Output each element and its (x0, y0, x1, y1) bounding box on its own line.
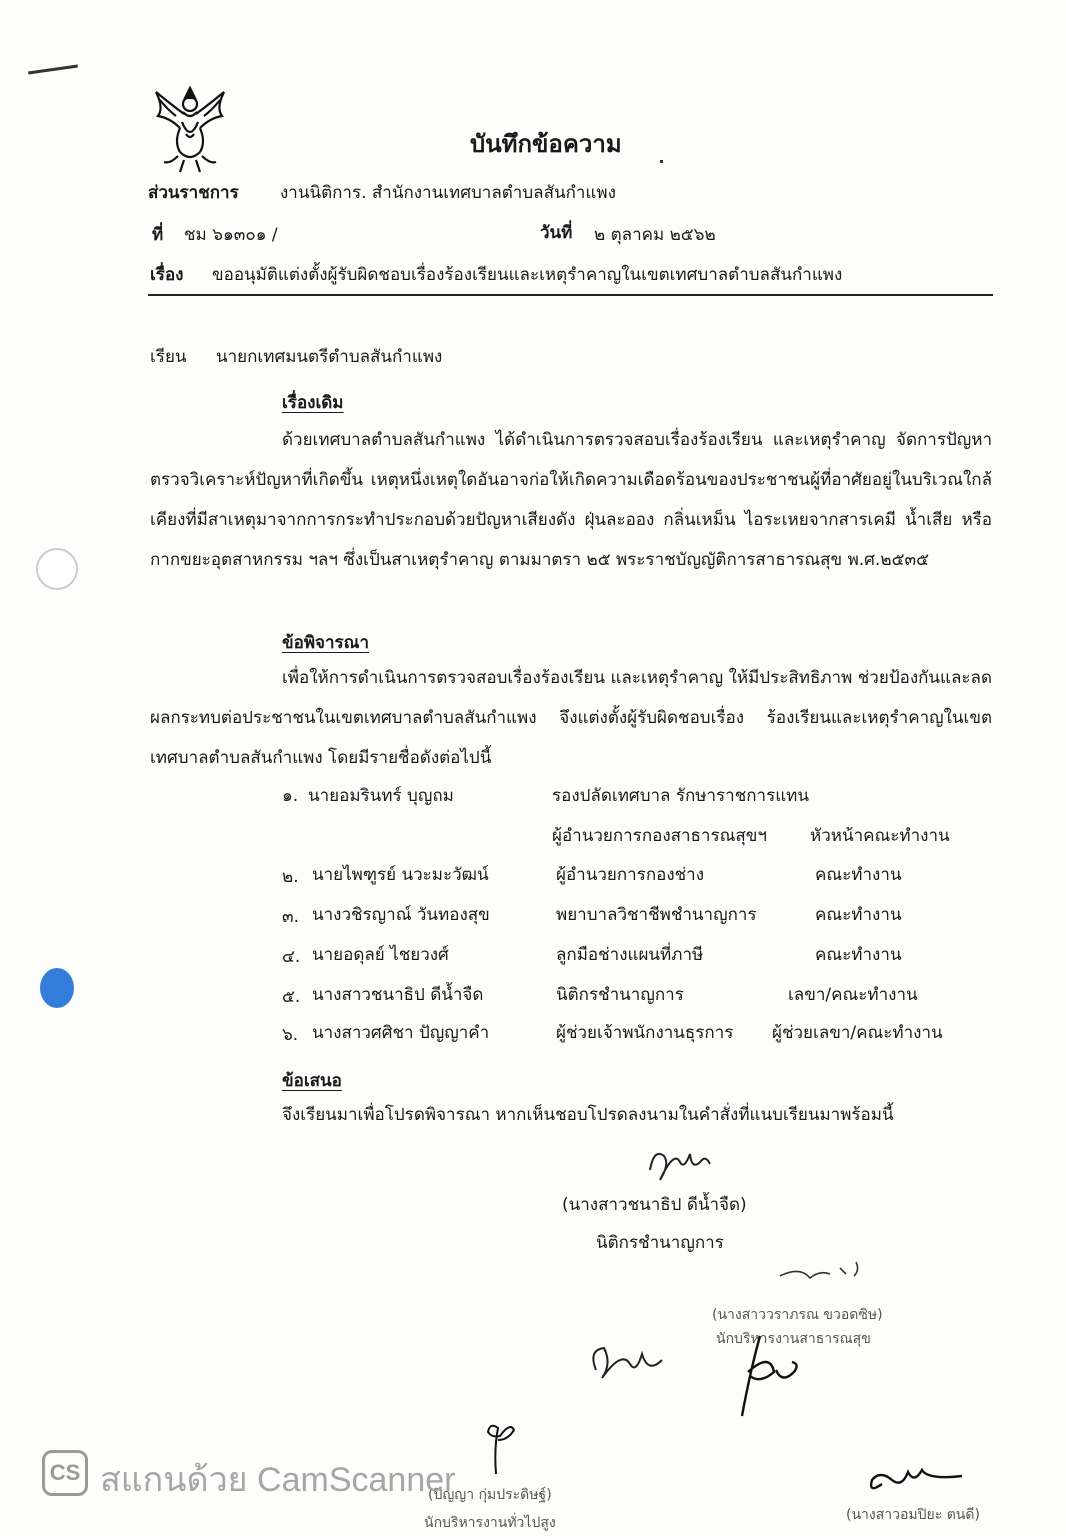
member-name: นายไพฑูรย์ นวะมะวัฒน์ (312, 865, 489, 885)
member-position: พยาบาลวิชาชีพชำนาญการ (556, 905, 757, 925)
date-value: ๒ ตุลาคม ๒๕๖๒ (594, 225, 716, 245)
subject-label: เรื่อง (150, 265, 184, 285)
handwritten-signature (640, 1140, 720, 1190)
page-title: บันทึกข้อความ (470, 130, 622, 158)
member-name: นายอดุลย์ ไชยวงศ์ (312, 945, 449, 965)
approver-name: (ปิญญา กุ่มประดิษฐ์) (428, 1487, 552, 1503)
section-proposal-text: จึงเรียนมาเพื่อโปรดพิจารณา หากเห็นชอบโปรดลงนามในคำสั่งที่แนบเรียนมาพร้อมนี้ (282, 1105, 894, 1125)
section-consideration-text: เพื่อให้การดำเนินการตรวจสอบเรื่องร้องเรียน และเหตุรำคาญ ให้มีประสิทธิภาพ ช่วยป้องกันและลดผลกระทบต่อประชาชนในเขตเทศบาลตำบลสันกำแพง จึงแต่งตั้งผู้รับผิดชอบเรื่อง ร้องเรียนและเหตุรำคาญในเขตเทศบาลตำบลสันกำแพง โดยมีรายชื่อดังต่อไปนี้ (150, 668, 992, 768)
section-heading-background: เรื่องเดิม (282, 393, 344, 413)
date-label: วันที่ (540, 223, 573, 243)
member-role: เลขา/คณะทำงาน (788, 985, 918, 1005)
ref-value: ชม ๖๑๓๐๑ / (184, 225, 278, 245)
approver-name: (นางสาวอมปิยะ ตนดี) (846, 1507, 980, 1523)
member-no: ๑. (282, 786, 299, 806)
dept-label: ส่วนราชการ (148, 183, 239, 203)
member-no: ๕. (282, 987, 301, 1007)
member-name: นางวชิรญาณ์ วันทองสุข (312, 905, 490, 925)
section-heading-proposal: ข้อเสนอ (282, 1071, 342, 1091)
member-role: คณะทำงาน (815, 865, 902, 885)
member-name: นางสาวชนาธิป ดีน้ำจืด (312, 985, 484, 1005)
member-role: ผู้ช่วยเลขา/คณะทำงาน (772, 1023, 943, 1043)
section-background-text: ด้วยเทศบาลตำบลสันกำแพง ได้ดำเนินการตรวจสอบเรื่องร้องเรียน และเหตุรำคาญ จัดการปัญหา ตรวจวิเคราะห์ปัญหาที่เกิดขึ้น เหตุหนึ่งเหตุใดอันอาจก่อให้เกิดความเดือดร้อนของประชาชนผู้ที่อาศัยอยู่ในบริเวณใกล้เคียงที่มีสาเหตุมาจากการกระทำประกอบด้วยปัญหาเสียงดัง ฝุ่นละออง กลิ่นเหม็น ไอระเหยจากสารเคมี น้ำเสีย หรือกากขยะอุตสาหกรรม ฯลฯ ซึ่งเป็นสาเหตุรำคาญ ตามมาตรา ๒๕ พระราชบัญญัติการสาธารณสุข พ.ศ.๒๕๓๕ (150, 430, 992, 570)
member-name: นางสาวศศิชา ปัญญาคำ (312, 1023, 490, 1043)
member-position: รองปลัดเทศบาล รักษาราชการแทน (552, 786, 810, 806)
member-position: ลูกมือช่างแผนที่ภาษี (556, 945, 704, 965)
approval-signature (770, 1256, 880, 1286)
approval-signature (470, 1418, 530, 1478)
to-label: เรียน (150, 347, 187, 367)
member-no: ๖. (282, 1025, 299, 1045)
subject-value: ขออนุมัติแต่งตั้งผู้รับผิดชอบเรื่องร้องเรียนและเหตุรำคาญในเขตเทศบาลตำบลสันกำแพง (212, 265, 843, 285)
pen-mark (28, 65, 78, 75)
member-role: คณะทำงาน (815, 945, 902, 965)
punch-hole (36, 548, 78, 590)
member-role: คณะทำงาน (815, 905, 902, 925)
watermark-text: สแกนด้วย CamScanner (100, 1461, 456, 1499)
member-name: นายอมรินทร์ บุญถม (308, 786, 454, 806)
member-position: ผู้อำนวยการกองช่าง (556, 865, 705, 885)
approval-signature (582, 1330, 672, 1390)
signer-name: (นางสาวชนาธิป ดีน้ำจืด) (562, 1195, 747, 1215)
approval-signature (862, 1454, 972, 1504)
garuda-emblem-icon (150, 82, 230, 174)
member-position: ผู้อำนวยการกองสาธารณสุขฯ (552, 826, 767, 846)
approver-name: (นางสาววราภรณ ขวอดซิษ) (712, 1307, 883, 1323)
ref-label: ที่ (152, 225, 164, 245)
member-no: ๒. (282, 867, 299, 887)
section-heading-consideration: ข้อพิจารณา (282, 633, 369, 653)
dept-value: งานนิติการ. สำนักงานเทศบาลตำบลสันกำแพง (280, 183, 616, 203)
approval-signature (720, 1332, 820, 1422)
header-divider (148, 294, 993, 296)
to-value: นายกเทศมนตรีตำบลสันกำแพง (216, 347, 443, 367)
blue-ink-mark (40, 968, 74, 1008)
approver-position: นักบริหารงานทั่วไปสูง (424, 1515, 556, 1531)
signer-position: นิติกรชำนาญการ (596, 1233, 724, 1253)
member-no: ๓. (282, 907, 300, 927)
member-role: หัวหน้าคณะทำงาน (810, 826, 950, 846)
camscanner-logo-icon: CS (42, 1450, 88, 1496)
approver-position: นักบริหารงานสาธารณสุข (716, 1331, 871, 1347)
dot-mark (660, 160, 663, 163)
member-no: ๔. (282, 947, 301, 967)
member-position: ผู้ช่วยเจ้าพนักงานธุรการ (556, 1023, 734, 1043)
member-position: นิติกรชำนาญการ (556, 985, 684, 1005)
